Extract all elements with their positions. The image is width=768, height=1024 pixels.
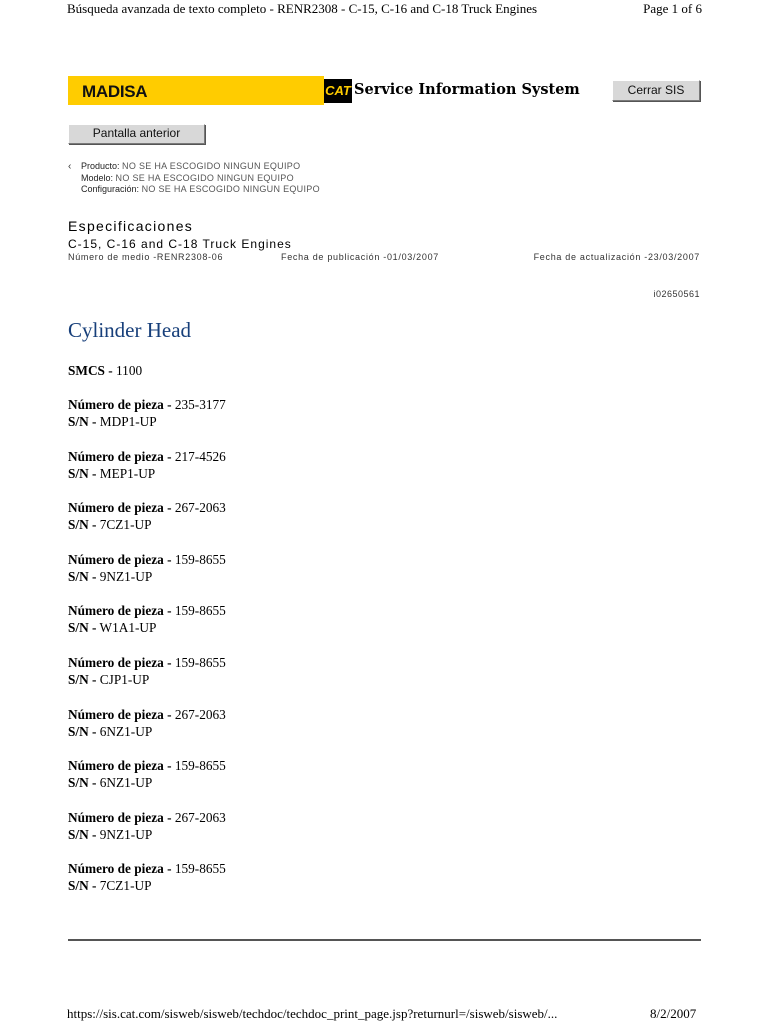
part-number-line [68,706,468,723]
media-number: Número de medio -RENR2308-06 [68,252,224,262]
product-row [68,161,320,173]
serial-number: 9NZ1-UP [99,568,153,584]
part-number: 267-2063 [174,706,226,722]
model-value: NO SE HA ESCOGIDO NINGUN EQUIPO [115,172,294,183]
content [68,362,468,912]
part-number-line [68,654,468,671]
part-number: 159-8655 [174,603,226,619]
part-number-line [68,448,468,465]
list-item [68,860,468,912]
part-number-label: Número de pieza - [68,809,172,825]
configuration-row [68,184,320,196]
serial-number-label: S/N - [68,620,97,636]
part-number-label: Número de pieza - [68,448,172,464]
part-number-label: Número de pieza - [68,397,172,412]
configuration-label: Configuración: [81,184,140,194]
system-title: Service Information System [354,81,580,98]
part-number-line [68,860,468,877]
serial-number-label: S/N - [68,878,97,894]
serial-number: 9NZ1-UP [99,826,153,842]
list-item [68,448,468,500]
part-number: 159-8655 [174,551,226,567]
smcs-label: SMCS - [68,363,113,378]
part-number-label: Número de pieza - [68,706,172,722]
part-number: 159-8655 [174,861,226,877]
list-item [68,757,468,809]
document-id: i02650561 [653,289,700,299]
part-number-line [68,809,468,826]
product-value: NO SE HA ESCOGIDO NINGUN EQUIPO [122,161,301,171]
part-number: 267-2063 [174,500,226,516]
part-number-label: Número de pieza - [68,551,172,567]
serial-number: CJP1-UP [99,671,150,687]
parts-list [68,396,468,912]
footer-url: https://sis.cat.com/sisweb/sisweb/techdoc/techdoc_print_page.jsp?returnurl=/sisweb/sisweb/... [67,1006,558,1021]
part-number: 159-8655 [174,654,226,670]
part-number: 159-8655 [174,758,226,774]
part-number-label: Número de pieza - [68,603,172,619]
smcs-line [68,362,468,379]
part-number-line [68,602,468,619]
part-number-label: Número de pieza - [68,500,172,516]
engine-models: C-15, C-16 and C-18 Truck Engines [68,237,292,251]
serial-number: MDP1-UP [99,414,157,429]
page-number: Page 1 of 6 [643,1,702,16]
serial-number-line [68,826,468,843]
serial-number: W1A1-UP [99,620,157,636]
part-number-label: Número de pieza - [68,654,172,670]
brand-bar: MADISA [68,76,324,105]
list-item [68,499,468,551]
part-number-line [68,396,468,413]
list-item [68,809,468,861]
part-number: 267-2063 [174,809,226,825]
serial-number-line [68,413,468,430]
list-item [68,551,468,603]
close-sis-button[interactable]: Cerrar SIS [612,80,700,101]
chevron-left-icon[interactable]: ‹ [68,161,72,172]
part-number: 217-4526 [174,448,226,464]
serial-number-label: S/N - [68,414,97,429]
smcs-value: 1100 [116,363,143,378]
serial-number-label: S/N - [68,723,97,739]
serial-number-label: S/N - [68,826,97,842]
print-header [67,0,702,18]
serial-number-line [68,516,468,533]
serial-number-line [68,877,468,894]
model-row [68,173,320,185]
list-item [68,602,468,654]
part-number-line [68,757,468,774]
list-item [68,396,468,448]
serial-number-label: S/N - [68,568,97,584]
model-label: Modelo: [81,172,114,183]
serial-number-line [68,465,468,482]
serial-number: MEP1-UP [99,465,156,481]
serial-number-line [68,723,468,740]
print-header-title: Búsqueda avanzada de texto completo - RENR2308 - C-15, C-16 and C-18 Truck Engines [67,1,538,16]
page-title: Cylinder Head [68,318,192,342]
footer-date: 8/2/2007 [650,1006,697,1021]
serial-number-label: S/N - [68,775,97,791]
list-item [68,706,468,758]
list-item [68,654,468,706]
publication-date: Fecha de publicación -01/03/2007 [281,252,439,262]
part-number-line [68,551,468,568]
previous-screen-button[interactable]: Pantalla anterior [68,124,205,144]
section-title: Especificaciones [68,218,194,234]
update-date: Fecha de actualización -23/03/2007 [533,252,700,262]
serial-number-label: S/N - [68,465,97,481]
serial-number: 6NZ1-UP [99,775,153,791]
part-number-label: Número de pieza - [68,861,172,877]
configuration-value: NO SE HA ESCOGIDO NINGUN EQUIPO [141,184,320,194]
divider [68,939,701,941]
serial-number-line [68,774,468,791]
serial-number: 7CZ1-UP [99,517,152,533]
serial-number-line [68,568,468,585]
serial-number-line [68,671,468,688]
part-number-label: Número de pieza - [68,758,172,774]
serial-number-label: S/N - [68,517,97,533]
serial-number-line [68,619,468,636]
serial-number-label: S/N - [68,671,97,687]
part-number: 235-3177 [174,397,226,412]
product-label: Producto: [81,161,120,171]
cat-logo: CAT [324,79,352,103]
part-number-line [68,499,468,516]
serial-number: 6NZ1-UP [99,723,153,739]
product-info [68,161,320,196]
serial-number: 7CZ1-UP [99,878,152,894]
